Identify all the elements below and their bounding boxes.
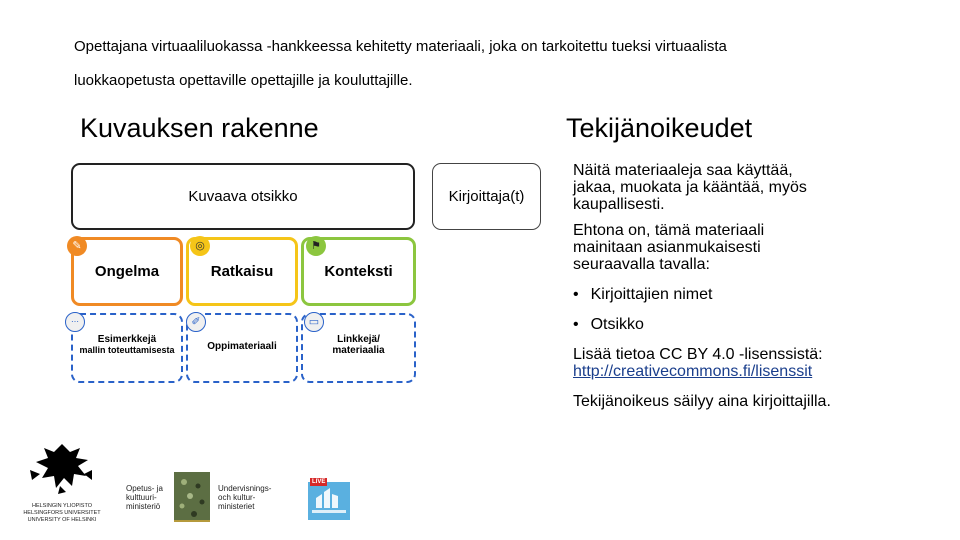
usage-line-2: jakaa, muokata ja kääntää, myös [573, 179, 807, 196]
helsinki-line-1: HELSINGIN YLIOPISTO [31, 503, 92, 509]
screen-icon: ▭ [304, 312, 324, 332]
condition-paragraph [573, 222, 893, 273]
okm-sv-line-3: ministeriet [218, 502, 255, 511]
copyright-heading: Tekijänoikeudet [566, 113, 753, 143]
intro-line-1: Opettajana virtuaaliluokassa -hankkeessa kehitetty materiaali, joka on tarkoitettu tueksi virtuaalista [74, 38, 727, 55]
live-logo [308, 479, 350, 520]
final-note: Tekijänoikeus säilyy aina kirjoittajilla. [573, 393, 831, 410]
okm-fi-text [126, 484, 163, 511]
bullet-item-1: • Kirjoittajien nimet [573, 286, 713, 303]
problem-icon: ✎ [67, 236, 87, 256]
condition-line-2: mainitaan asianmukaisesti [573, 239, 761, 256]
okm-sv-text [218, 484, 271, 511]
bullet-title: Otsikko [590, 316, 644, 333]
problem-box: Ongelma [71, 237, 183, 306]
flag-icon: ⚑ [306, 236, 326, 256]
helsinki-seal-icon [22, 440, 102, 496]
examples-box [71, 313, 183, 383]
learning-material-icon: ✐ [186, 312, 206, 332]
title-box: Kuvaava otsikko [71, 163, 415, 230]
bullet-item-2: • Otsikko [573, 316, 644, 333]
learning-material-line-1: Oppimateriaali [207, 341, 277, 352]
links-line-2: materiaalia [332, 345, 385, 356]
copyright-text [573, 162, 893, 410]
links-line-1: Linkkejä/ [337, 334, 380, 345]
examples-line-1: Esimerkkejä [97, 334, 157, 345]
okm-fi-line-1: Opetus- ja [126, 484, 163, 493]
solution-box: Ratkaisu [186, 237, 298, 306]
intro-line-2: luokkaopetusta opettaville opettajille ja kouluttajille. [74, 72, 413, 89]
helsinki-logo [22, 440, 102, 522]
lightbulb-icon: ◎ [190, 236, 210, 256]
license-link-line [573, 363, 893, 380]
ministry-emblem-icon [174, 472, 210, 522]
live-building-icon [308, 482, 350, 520]
helsinki-line-3: UNIVERSITY OF HELSINKI [27, 517, 97, 523]
intro-text [74, 30, 834, 98]
live-label: LIVE [312, 479, 326, 485]
okm-sv-line-2: och kultur- [218, 493, 256, 502]
okm-fi-line-2: kulttuuri- [126, 493, 157, 502]
license-link[interactable]: http://creativecommons.fi/lisenssit [573, 363, 813, 380]
examples-line-2: mallin toteuttamisesta [79, 345, 175, 355]
author-box: Kirjoittaja(t) [432, 163, 541, 230]
helsinki-line-2: HELSINGFORS UNIVERSITET [23, 510, 101, 516]
context-box: Konteksti [301, 237, 416, 306]
usage-line-1: Näitä materiaaleja saa käyttää, [573, 162, 793, 179]
bullet-authors: Kirjoittajien nimet [590, 286, 713, 303]
condition-line-3: seuraavalla tavalla: [573, 256, 710, 273]
examples-icon: ⋯ [65, 312, 85, 332]
usage-paragraph [573, 162, 893, 213]
okm-sv-line-1: Undervisnings- [218, 484, 272, 493]
info-label: Lisää tietoa CC BY 4.0 -lisenssistä: [573, 346, 823, 363]
usage-line-3: kaupallisesti. [573, 196, 665, 213]
okm-fi-line-3: ministeriö [126, 502, 161, 511]
condition-line-1: Ehtona on, tämä materiaali [573, 222, 765, 239]
structure-heading: Kuvauksen rakenne [80, 113, 319, 143]
